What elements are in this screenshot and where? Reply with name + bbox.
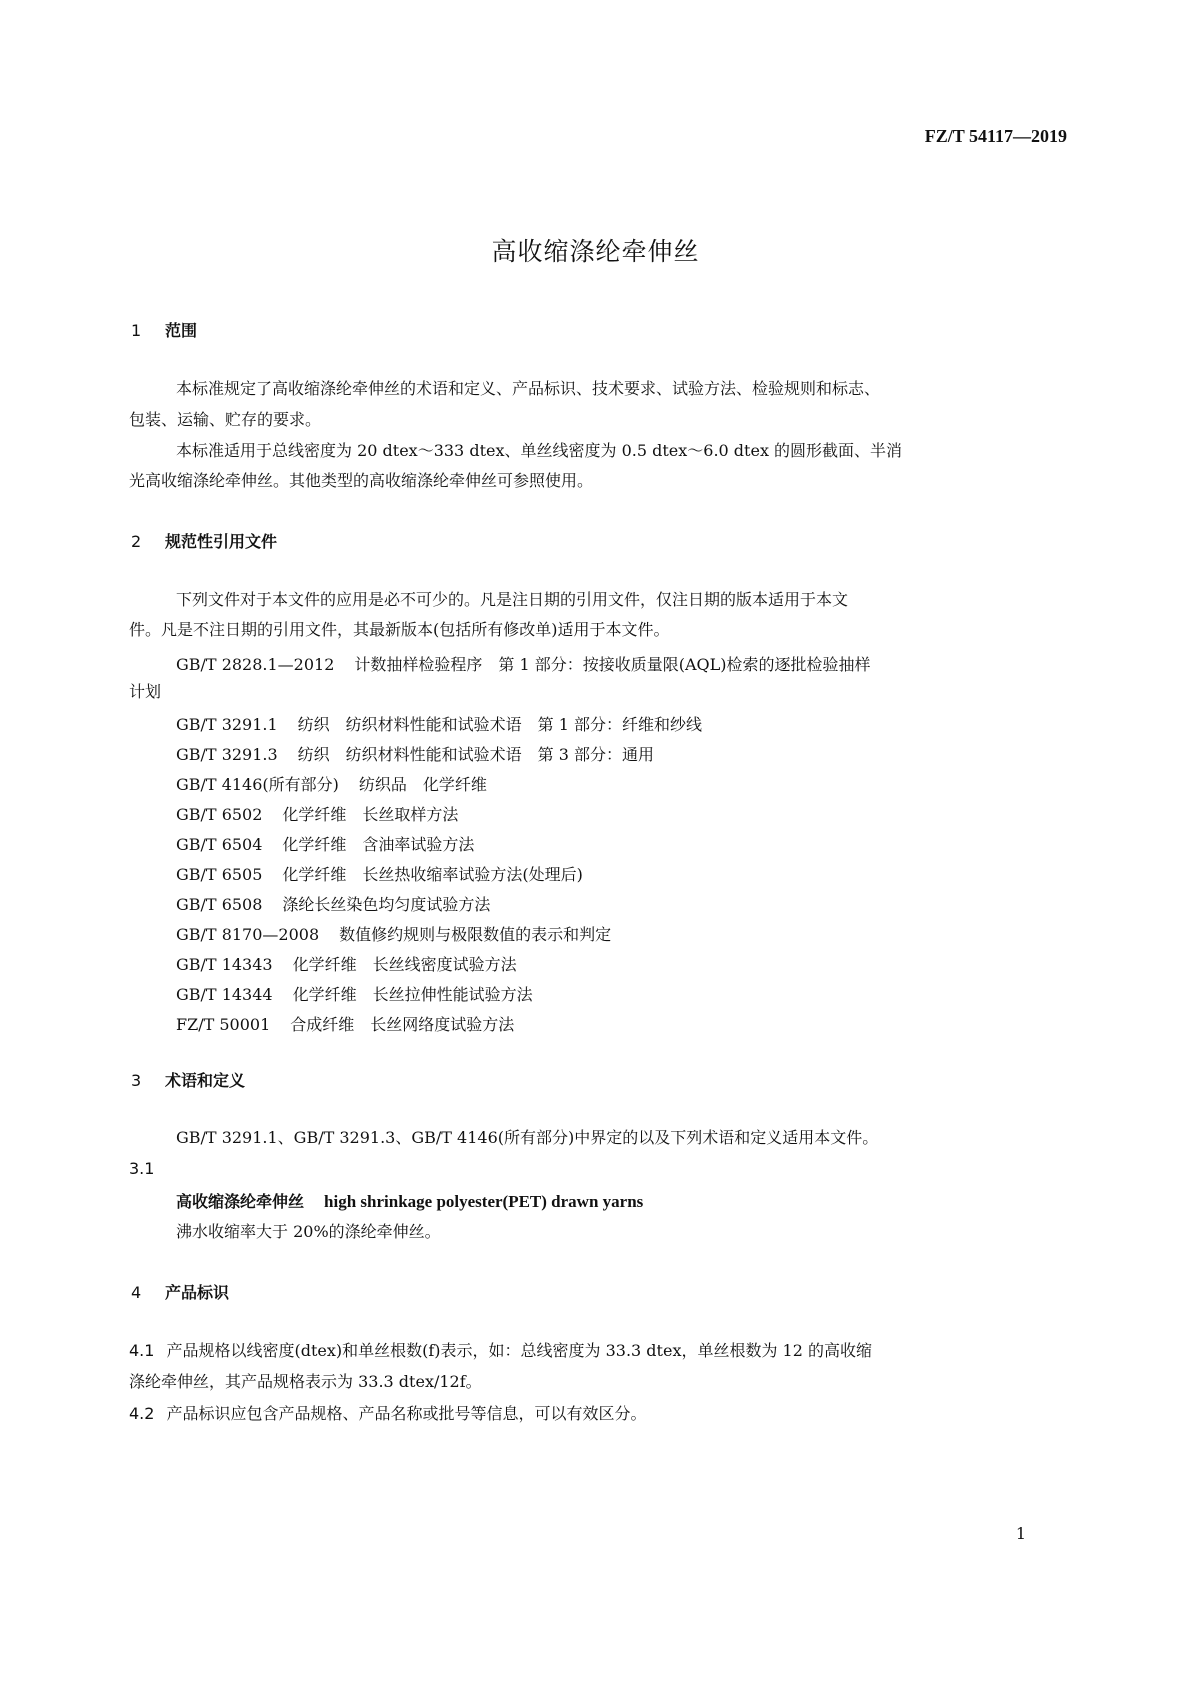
paragraph-line: 下列文件对于本文件的应用是必不可少的。凡是注日期的引用文件，仅注日期的版本适用于本文 — [176, 590, 849, 609]
section-1-heading — [131, 318, 197, 341]
reference-item — [176, 892, 490, 915]
reference-title: 化学纤维 长丝线密度试验方法 — [292, 955, 517, 974]
clause-text: 产品规格以线密度(dtex)和单丝根数(f)表示，如：总线密度为 33.3 dtex，单丝根数为 12 的高收缩 — [166, 1341, 873, 1360]
paragraph-line: 件。凡是不注日期的引用文件，其最新版本(包括所有修改单)适用于本文件。 — [129, 620, 670, 639]
clause-number: 4.2 — [129, 1404, 155, 1423]
reference-code: GB/T 3291.1 — [176, 715, 278, 734]
reference-code: GB/T 6502 — [176, 805, 263, 824]
reference-item — [176, 1012, 514, 1035]
section-4-heading — [131, 1280, 229, 1303]
standard-code: FZ/T 54117—2019 — [924, 126, 1067, 146]
reference-code: GB/T 6504 — [176, 835, 263, 854]
reference-item — [176, 922, 611, 945]
paragraph-line: 本标准适用于总线密度为 20 dtex～333 dtex、单丝线密度为 0.5 dtex～6.0 dtex 的圆形截面、半消 — [176, 441, 903, 460]
reference-item — [176, 712, 702, 735]
term-entry — [176, 1186, 643, 1218]
clause-number: 3.1 — [129, 1159, 155, 1178]
reference-item — [176, 862, 583, 885]
reference-title: 纺织 纺织材料性能和试验术语 第 1 部分：纤维和纱线 — [297, 715, 703, 734]
reference-code: GB/T 6508 — [176, 895, 263, 914]
clause-4-2-line — [129, 1398, 646, 1430]
reference-item — [176, 952, 517, 975]
paragraph-line: 涤纶牵伸丝，其产品规格表示为 33.3 dtex/12f。 — [129, 1372, 482, 1391]
reference-code: FZ/T 50001 — [176, 1015, 271, 1034]
reference-item — [176, 742, 654, 765]
reference-title: 化学纤维 长丝取样方法 — [282, 805, 459, 824]
section-number: 2 — [131, 532, 142, 551]
reference-item — [176, 832, 474, 855]
reference-title: 纺织品 化学纤维 — [358, 775, 487, 794]
clause-4-1-line — [129, 1335, 872, 1367]
reference-item — [176, 652, 871, 675]
reference-item — [176, 772, 487, 795]
paragraph-line: 本标准规定了高收缩涤纶牵伸丝的术语和定义、产品标识、技术要求、试验方法、检验规则和标志、 — [176, 379, 881, 398]
paragraph-line: 光高收缩涤纶牵伸丝。其他类型的高收缩涤纶牵伸丝可参照使用。 — [129, 471, 594, 490]
reference-code: GB/T 6505 — [176, 865, 263, 884]
reference-code: GB/T 4146(所有部分) — [176, 775, 339, 794]
reference-code: GB/T 8170—2008 — [176, 925, 320, 944]
section-2-heading — [131, 529, 277, 552]
section-title: 术语和定义 — [165, 1071, 246, 1090]
paragraph-line: GB/T 3291.1、GB/T 3291.3、GB/T 4146(所有部分)中界定的以及下列术语和定义适用本文件。 — [176, 1128, 879, 1147]
reference-title: 计数抽样检验程序 第 1 部分：按接收质量限(AQL)检索的逐批检验抽样 — [354, 655, 871, 674]
reference-code: GB/T 3291.3 — [176, 745, 278, 764]
reference-title: 数值修约规则与极限数值的表示和判定 — [339, 925, 612, 944]
section-3-heading — [131, 1068, 245, 1091]
section-number: 3 — [131, 1071, 142, 1090]
reference-title: 合成纤维 长丝网络度试验方法 — [290, 1015, 515, 1034]
clause-number: 4.1 — [129, 1341, 155, 1360]
reference-title: 化学纤维 长丝拉伸性能试验方法 — [292, 985, 533, 1004]
reference-title: 纺织 纺织材料性能和试验术语 第 3 部分：通用 — [297, 745, 655, 764]
reference-code: GB/T 2828.1—2012 — [176, 655, 335, 674]
reference-item — [176, 802, 458, 825]
page-number: 1 — [1015, 1524, 1026, 1543]
section-number: 1 — [131, 321, 142, 340]
reference-item — [176, 982, 533, 1005]
section-title: 规范性引用文件 — [165, 532, 278, 551]
reference-code: GB/T 14344 — [176, 985, 273, 1004]
section-title: 范围 — [165, 321, 198, 340]
document-title: 高收缩涤纶牵伸丝 — [491, 237, 700, 266]
reference-title: 涤纶长丝染色均匀度试验方法 — [282, 895, 491, 914]
reference-code: GB/T 14343 — [176, 955, 273, 974]
reference-continuation: 计划 — [129, 682, 162, 701]
term-english: high shrinkage polyester(PET) drawn yarns — [324, 1192, 644, 1211]
term-definition: 沸水收缩率大于 20%的涤纶牵伸丝。 — [176, 1222, 441, 1241]
paragraph-line: 包装、运输、贮存的要求。 — [129, 410, 322, 429]
reference-title: 化学纤维 长丝热收缩率试验方法(处理后) — [282, 865, 583, 884]
term-chinese: 高收缩涤纶牵伸丝 — [176, 1192, 305, 1211]
section-title: 产品标识 — [165, 1283, 230, 1302]
reference-title: 化学纤维 含油率试验方法 — [282, 835, 475, 854]
clause-text: 产品标识应包含产品规格、产品名称或批号等信息，可以有效区分。 — [166, 1404, 647, 1423]
section-number: 4 — [131, 1283, 142, 1302]
